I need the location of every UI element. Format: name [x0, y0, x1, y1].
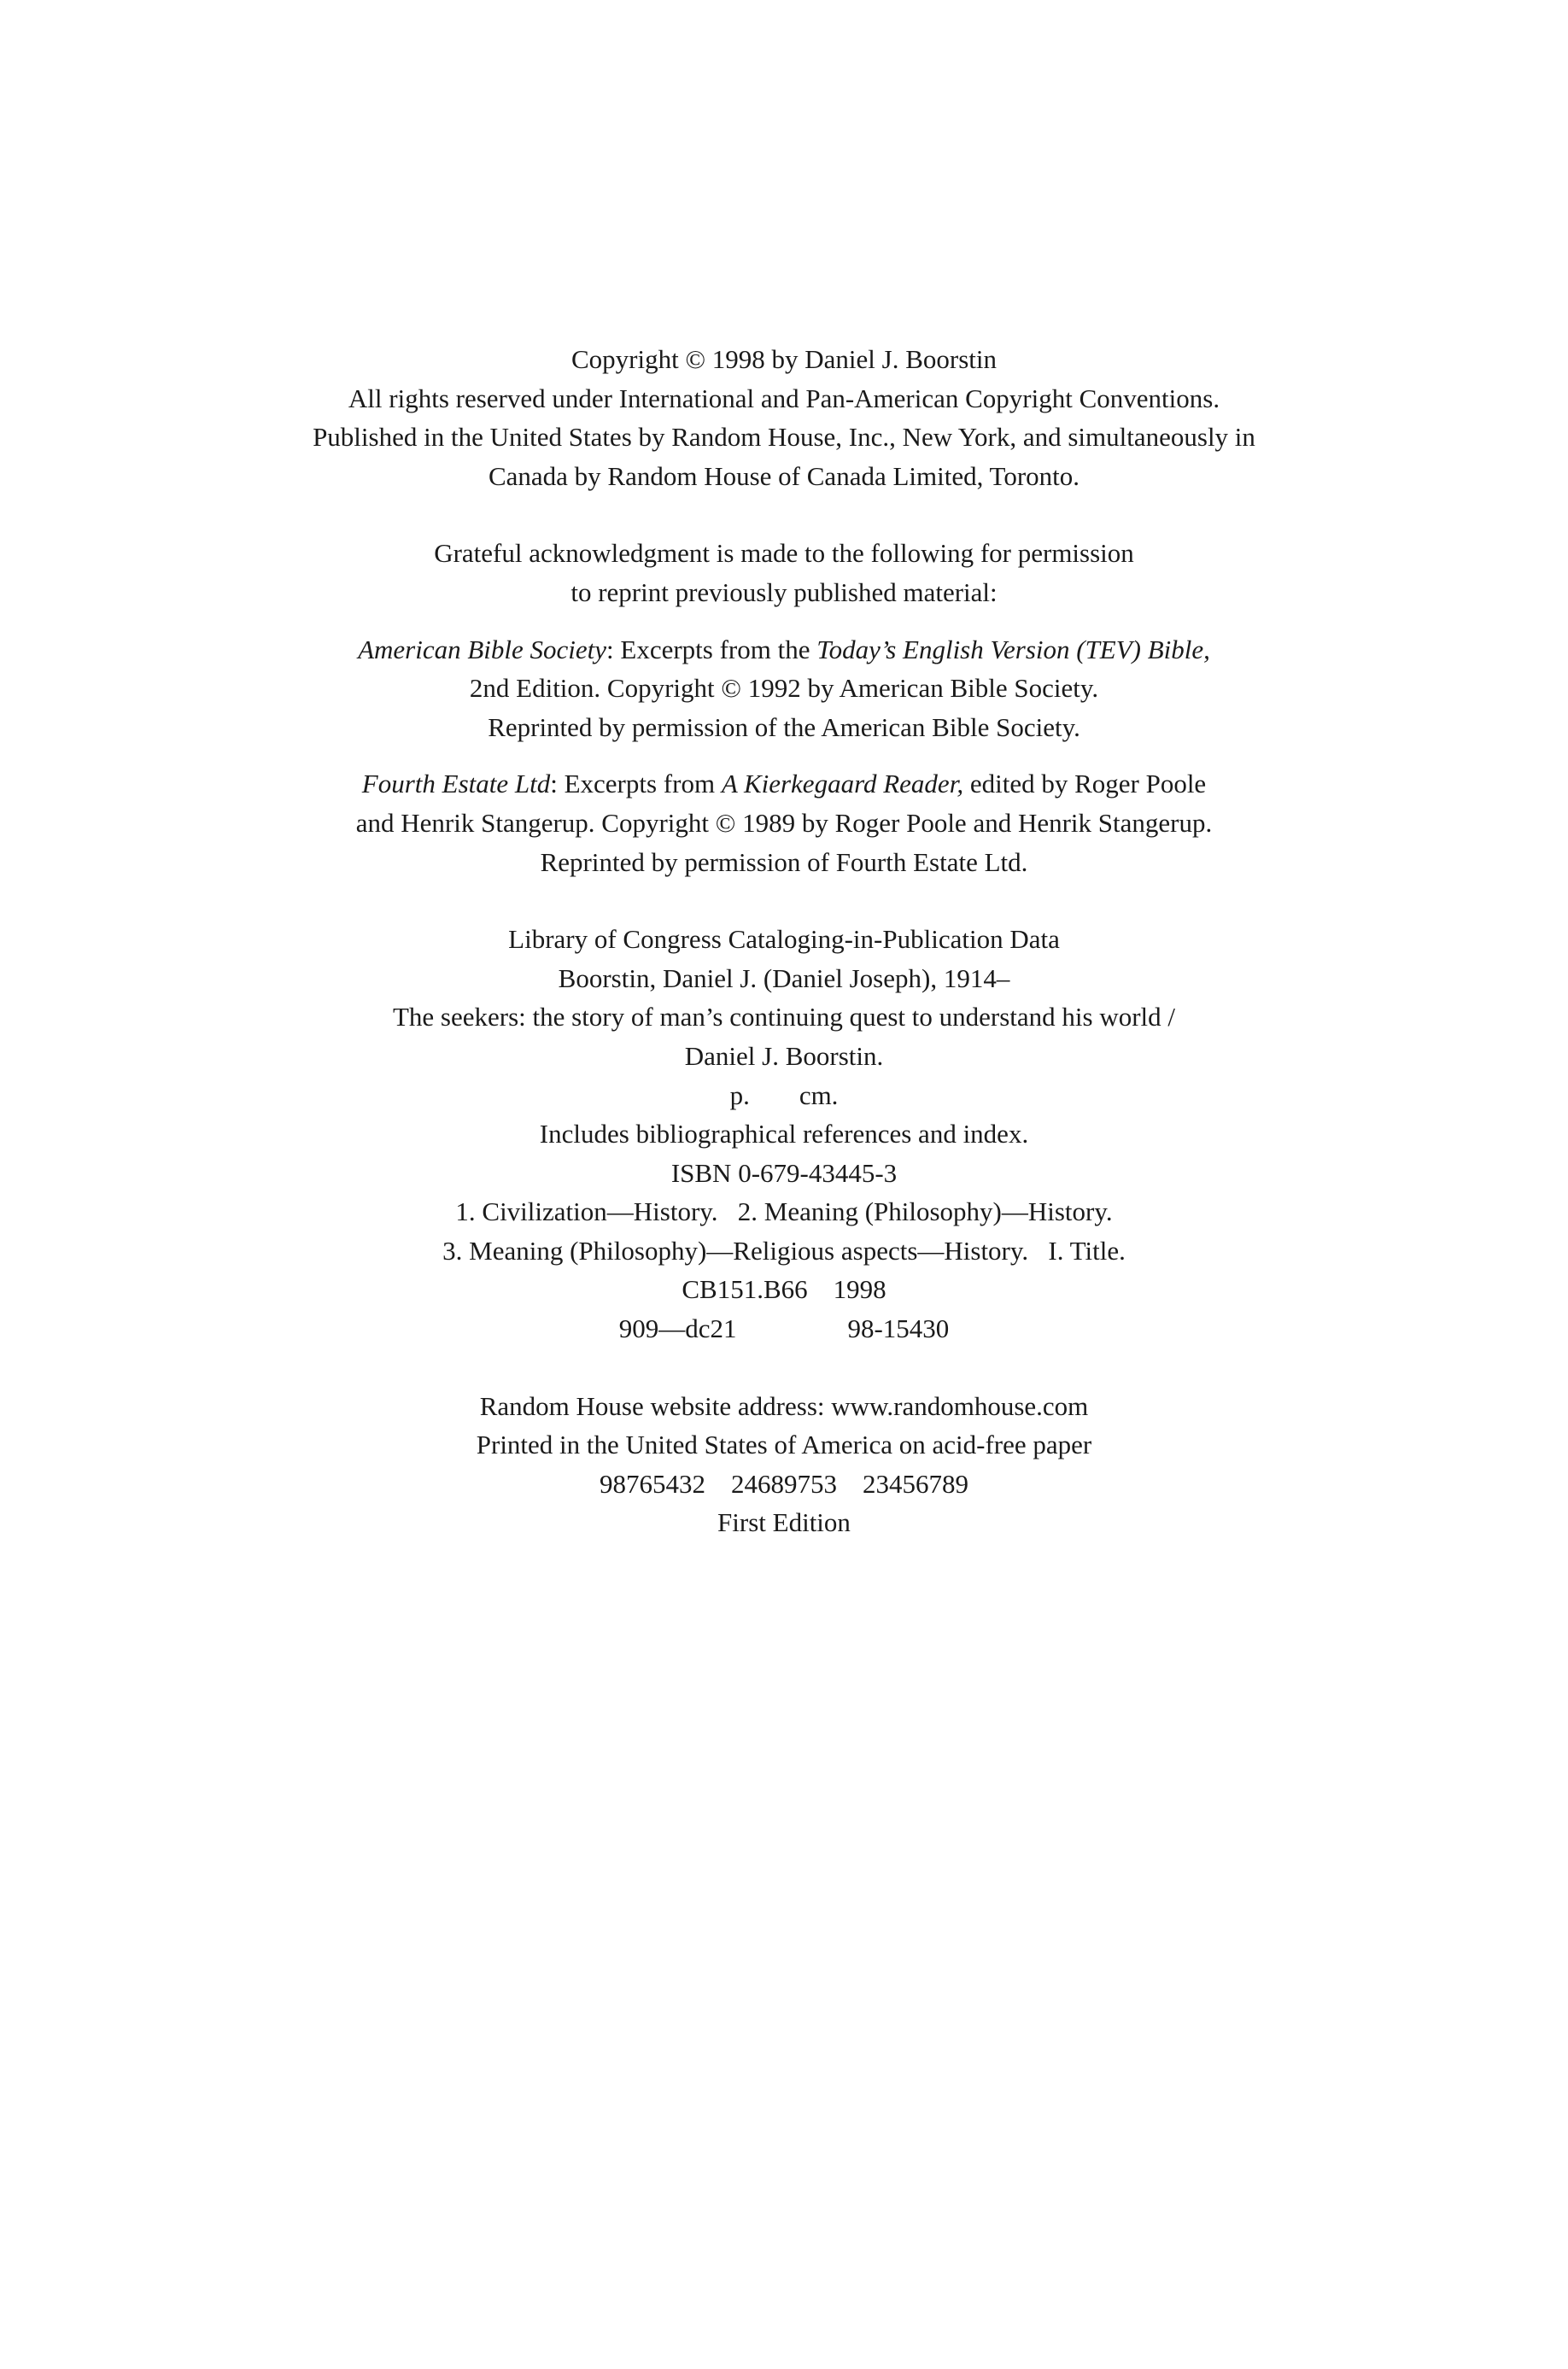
- cip-lccn: 98-15430: [847, 1313, 950, 1344]
- printed-line: Printed in the United States of America on acid-free paper: [476, 1430, 1092, 1460]
- cip-dewey: 909—dc21: [618, 1313, 737, 1344]
- acknowledgment: [0, 534, 1568, 611]
- cip-title-line-1: The seekers: the story of man’s continuing quest to understand his world /: [392, 1002, 1176, 1032]
- edition-line: First Edition: [717, 1507, 851, 1538]
- permission-kierkegaard-line-1: [0, 764, 1568, 804]
- copyright-line: Copyright © 1998 by Daniel J. Boorstin: [570, 344, 997, 374]
- permission-kierkegaard-text-a: : Excerpts from: [550, 769, 722, 799]
- permission-kierkegaard: [0, 764, 1568, 881]
- permission-kierkegaard-work: A Kierkegaard Reader,: [721, 769, 964, 799]
- copyright-page-content: [0, 340, 1568, 1542]
- cip-lc-year: 1998: [833, 1274, 886, 1305]
- cip-bibliography: Includes bibliographical references and index.: [539, 1119, 1029, 1149]
- printing-number-line: [0, 1465, 1568, 1504]
- publisher-canada-line: Canada by Random House of Canada Limited, Toronto.: [488, 460, 1080, 491]
- permission-kierkegaard-line-3: Reprinted by permission of Fourth Estate Ltd.: [540, 846, 1028, 877]
- cip-dewey-lccn: [0, 1309, 1568, 1348]
- permission-kierkegaard-text-b: edited by Roger Poole: [963, 769, 1207, 799]
- cip-data: [0, 920, 1568, 1348]
- printing-numbers-3: 23456789: [863, 1468, 968, 1499]
- printing-numbers-1: 98765432: [600, 1468, 705, 1499]
- cip-cm: cm.: [799, 1079, 839, 1110]
- rights-reserved-line: All rights reserved under International and Pan-American Copyright Conventions.: [348, 383, 1220, 413]
- cip-physical-description: [0, 1076, 1568, 1115]
- permission-bible-line-1: [0, 630, 1568, 670]
- permission-bible-publisher: American Bible Society: [358, 634, 607, 664]
- cip-pages: p.: [729, 1079, 750, 1110]
- cip-heading: Library of Congress Cataloging-in-Publication Data: [508, 924, 1060, 955]
- cip-author: Boorstin, Daniel J. (Daniel Joseph), 1914–: [558, 962, 1010, 993]
- printing-numbers-2: 24689753: [731, 1468, 837, 1499]
- cip-isbn: ISBN 0-679-43445-3: [670, 1157, 898, 1188]
- acknowledgment-line-2: to reprint previously published material:: [570, 576, 998, 607]
- acknowledgment-line-1: Grateful acknowledgment is made to the following for permission: [434, 538, 1134, 569]
- permission-bible-text: : Excerpts from the: [606, 634, 817, 664]
- copyright-notice: [0, 340, 1568, 495]
- cip-title-line-2: Daniel J. Boorstin.: [684, 1040, 884, 1071]
- colophon: [0, 1387, 1568, 1542]
- website-line: Random House website address: www.randomhouse.com: [479, 1390, 1089, 1421]
- permission-bible-line-3: Reprinted by permission of the American Bible Society.: [488, 711, 1080, 742]
- cip-subjects-line-1: 1. Civilization—History. 2. Meaning (Philosophy)—History.: [455, 1196, 1113, 1227]
- publisher-line: Published in the United States by Random House, Inc., New York, and simultaneously in: [313, 422, 1255, 453]
- permission-kierkegaard-line-2: and Henrik Stangerup. Copyright © 1989 by Roger Poole and Henrik Stangerup.: [355, 807, 1213, 838]
- permission-bible-line-2: 2nd Edition. Copyright © 1992 by American Bible Society.: [469, 673, 1099, 704]
- cip-lc-classification: [0, 1270, 1568, 1309]
- permission-kierkegaard-publisher: Fourth Estate Ltd: [361, 769, 551, 799]
- permission-bible: [0, 630, 1568, 747]
- permission-bible-work: Today’s English Version (TEV) Bible,: [816, 634, 1210, 664]
- cip-subjects-line-2: 3. Meaning (Philosophy)—Religious aspects—History. I. Title.: [442, 1235, 1126, 1266]
- cip-lc-class: CB151.B66: [682, 1274, 808, 1305]
